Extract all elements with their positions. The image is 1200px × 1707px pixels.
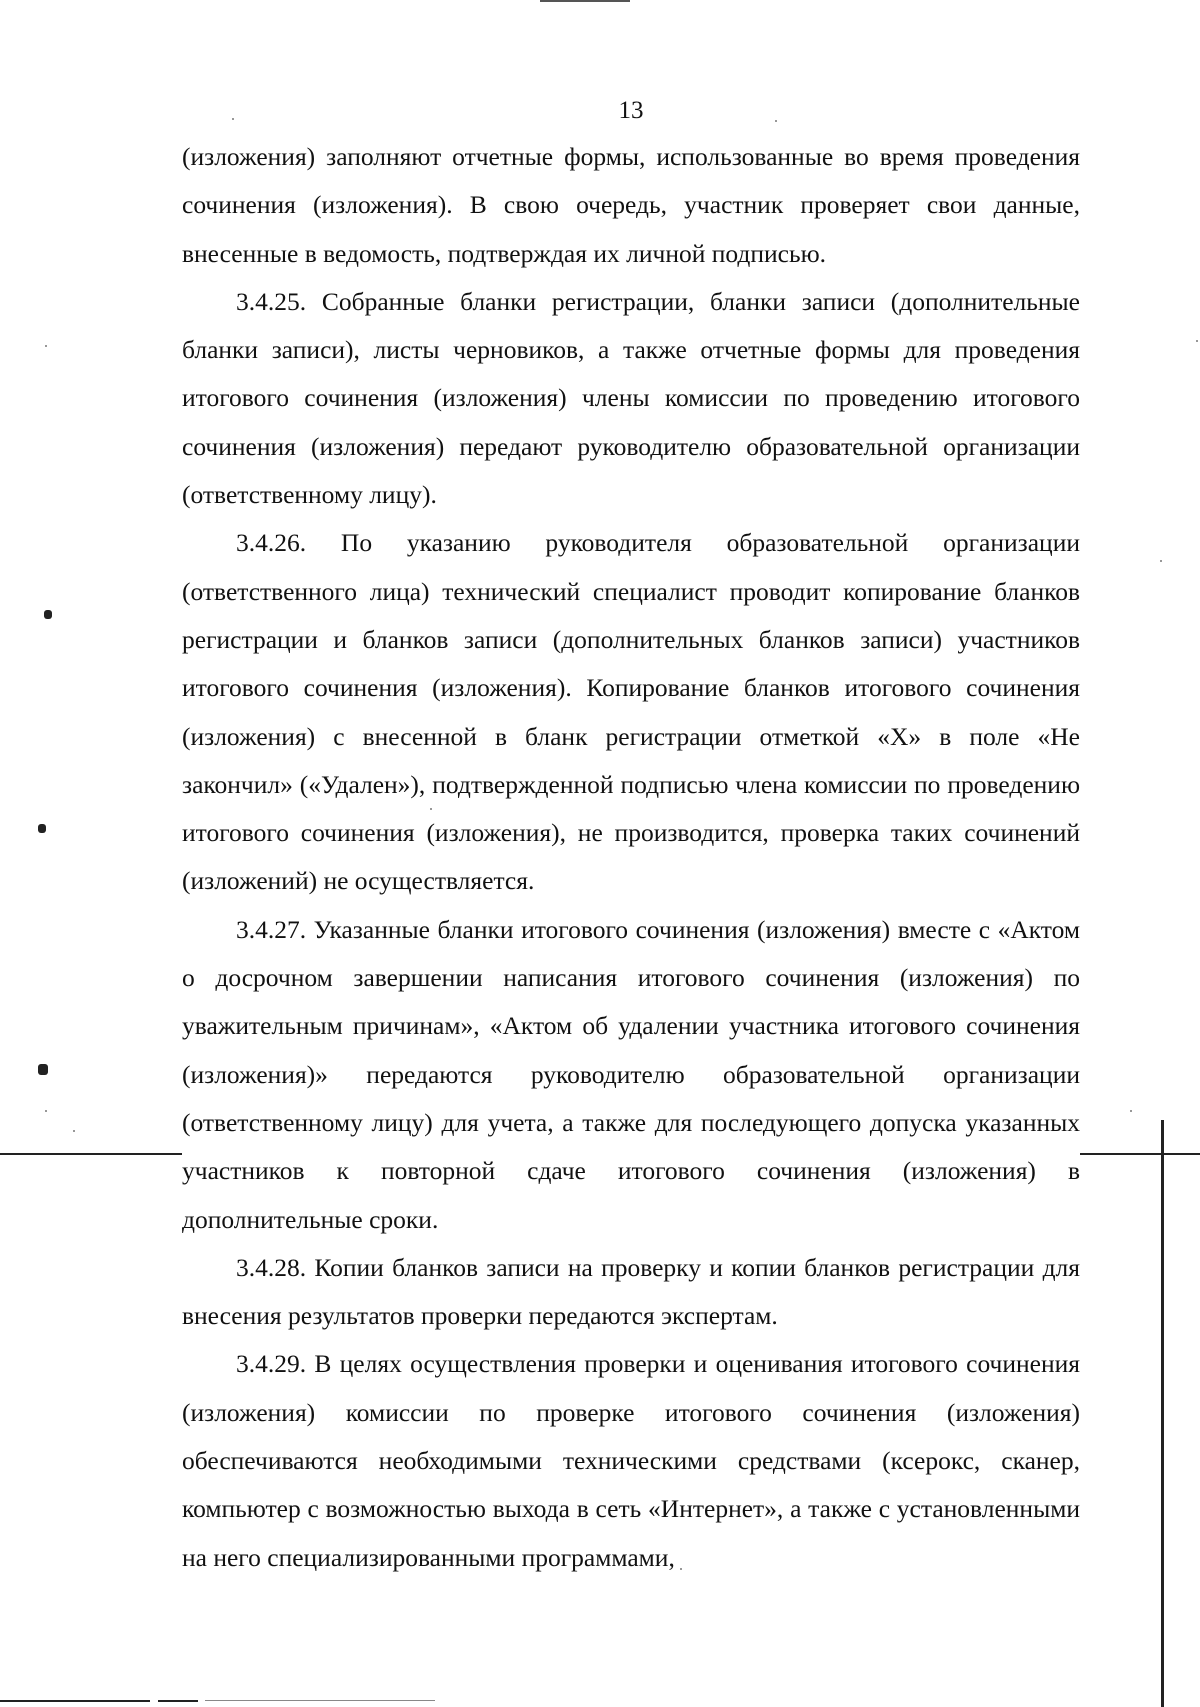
vertical-scan-line-right (1161, 1120, 1164, 1707)
scan-dot (1160, 560, 1162, 562)
scan-dot (1130, 1110, 1132, 1112)
scan-mark (44, 610, 52, 619)
document-body (182, 133, 1080, 1582)
paragraph-continuation: (изложения) заполняют отчетные формы, использованные во время проведения сочинения (изложения). В свою очередь, участник проверяет свои данные, внесенные в ведомость, подтверждая их личной подписью. (182, 142, 1080, 268)
scan-dot (1196, 340, 1198, 342)
bottom-scan-line-right (205, 1700, 435, 1701)
horizontal-scan-line-right (1080, 1153, 1200, 1155)
scan-mark (38, 1064, 48, 1075)
scan-dot (73, 1130, 75, 1132)
scan-dot (45, 345, 47, 347)
paragraph-3-4-28: 3.4.28. Копии бланков записи на проверку и копии бланков регистрации для внесения результатов проверки передаются экспертам. (182, 1252, 1080, 1331)
scan-dot (232, 118, 234, 120)
scan-dot (430, 808, 432, 810)
scan-dot (680, 1568, 682, 1570)
paragraph-3-4-25: 3.4.25. Собранные бланки регистрации, бланки записи (дополнительные бланки записи), листы черновиков, а также отчетные формы для проведения итогового сочинения (изложения) члены комиссии по проведению итогового сочинения (изложения) передают руководителю образовательной организации (ответственному лицу). (182, 286, 1080, 510)
bottom-scan-line-mid (158, 1700, 198, 1702)
paragraph-3-4-27: 3.4.27. Указанные бланки итогового сочинения (изложения) вместе с «Актом о досрочном завершении написания итогового сочинения (изложения) по уважительным причинам», «Актом об удалении участника итогового сочинения (изложения)» передаются руководителю образовательной организации (ответственному лицу) для учета, а также для последующего допуска указанных участников к повторной сдаче итогового сочинения (изложения) в дополнительные сроки. (182, 914, 1080, 1234)
scan-mark (38, 824, 46, 833)
paragraph-3-4-26: 3.4.26. По указанию руководителя образовательной организации (ответственного лица) технический специалист проводит копирование бланков регистрации и бланков записи (дополнительных бланков записи) участников итогового сочинения (изложения). Копирование бланков итогового сочинения (изложения) с внесенной в бланк регистрации отметкой «Х» в поле «Не закончил» («Удален»), подтвержденной подписью члена комиссии по проведению итогового сочинения (изложения), не производится, проверка таких сочинений (изложений) не осуществляется. (182, 528, 1080, 896)
horizontal-scan-line-left (0, 1153, 182, 1155)
top-scan-line (540, 0, 630, 2)
bottom-scan-line-left (0, 1700, 150, 1702)
paragraph-3-4-29: 3.4.29. В целях осуществления проверки и оценивания итогового сочинения (изложения) комиссии по проверке итогового сочинения (изложения) обеспечиваются необходимыми техническими средствами (ксерокс, сканер, компьютер с возможностью выхода в сеть «Интернет», а также с установленными на него специализированными программами, (182, 1349, 1080, 1572)
scan-dot (775, 120, 777, 122)
page-number: 13 (618, 97, 644, 124)
scan-dot (45, 1110, 47, 1112)
